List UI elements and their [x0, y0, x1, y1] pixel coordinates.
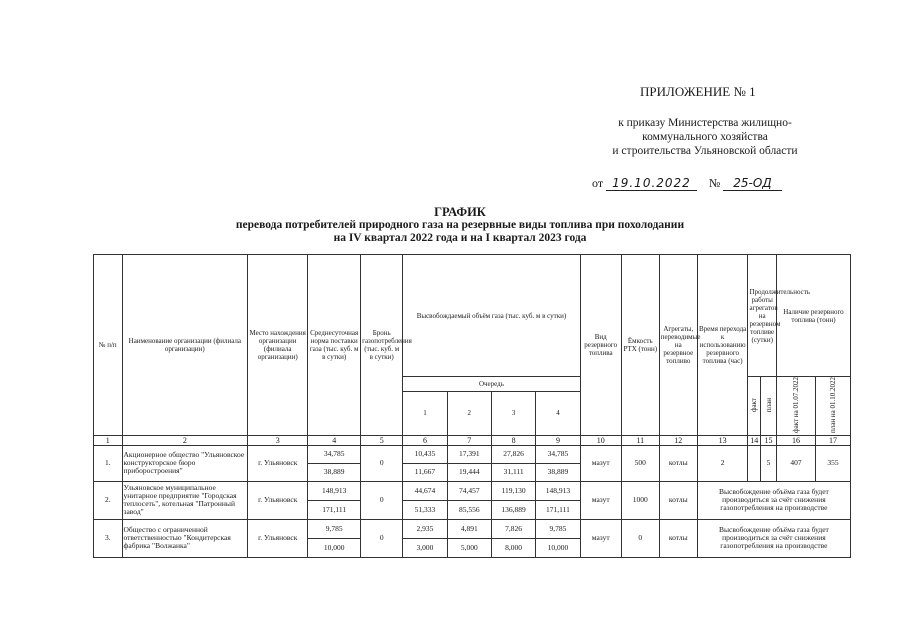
col-number: 2: [122, 435, 248, 445]
row-armor: 0: [361, 445, 403, 481]
row-place: г. Ульяновск: [248, 445, 308, 481]
row-switch-time: 2: [697, 445, 748, 481]
number-prefix: №: [708, 176, 721, 190]
row-q2: 74,457: [447, 481, 491, 500]
row-dur-fact: [748, 445, 761, 481]
col-number: 14: [748, 435, 761, 445]
col-number: 16: [776, 435, 815, 445]
col-number: 6: [403, 435, 447, 445]
row-q4: 10,000: [536, 538, 580, 557]
header-units: Агрегаты, переводимые на резервное топливо: [659, 255, 697, 436]
row-q2: 5,000: [447, 538, 491, 557]
row-q1: 10,435: [403, 445, 447, 463]
row-fuel: мазут: [580, 481, 621, 519]
header-duration: Продолжительность работы агрегатов на резервном топливе (сутки): [748, 255, 776, 377]
header-row-1: [94, 255, 851, 377]
row-q4: 171,111: [536, 500, 580, 519]
header-queue: Очередь: [403, 377, 580, 392]
header-place: Место нахождения организации (филиала организации): [248, 255, 308, 436]
title-main: ГРАФИК: [434, 205, 486, 219]
col-number: 3: [248, 435, 308, 445]
order-reference-line: коммунального хозяйства: [642, 131, 768, 143]
title-period: на IV квартал 2022 года и на I квартал 2023 года: [333, 232, 587, 244]
col-number: 11: [621, 435, 659, 445]
column-numbers-row: [94, 435, 851, 445]
header-queue-1: 1: [403, 391, 447, 435]
header-plan: [761, 377, 777, 436]
row-q4: 148,913: [536, 481, 580, 500]
header-plan-text: план: [764, 397, 773, 413]
col-number: 7: [447, 435, 491, 445]
row-q1: 11,667: [403, 463, 447, 481]
date-prefix: от: [592, 176, 604, 190]
order-date-number: [592, 176, 782, 191]
row-org: Общество с ограниченной ответственностью "Кондитерская фабрика "Волжанка": [122, 519, 248, 557]
header-queue-4: 4: [536, 391, 580, 435]
row-norm: 9,785: [308, 519, 361, 538]
header-num: № п/п: [94, 255, 123, 436]
row-q3: 136,889: [491, 500, 535, 519]
title-subtitle: перевода потребителей природного газа на резервные виды топлива при похолодании: [235, 219, 685, 231]
row-q3: 8,000: [491, 538, 535, 557]
row-num: 2.: [94, 481, 123, 519]
row-norm: 171,111: [308, 500, 361, 519]
appendix-label: ПРИЛОЖЕНИЕ № 1: [640, 84, 756, 99]
header-capacity: Ёмкость РТХ (тонн): [621, 255, 659, 436]
row-q1: 51,333: [403, 500, 447, 519]
header-stock-fact-text: факт на 01.07.2022: [791, 377, 800, 433]
handwritten-date: 19.10.2022: [606, 176, 697, 191]
row-norm: 10,000: [308, 538, 361, 557]
header-stock-plan-text: план на 01.10.2022: [829, 377, 837, 433]
row-armor: 0: [361, 519, 403, 557]
row-q3: 7,826: [491, 519, 535, 538]
table-row: [94, 445, 851, 463]
header-stock: Наличие резервного топлива (тонн): [776, 255, 850, 377]
header-queue-2: 2: [447, 391, 491, 435]
header-norm: Среднесуточная норма поставки газа (тыс. куб. м в сутки): [308, 255, 361, 436]
row-q3: 31,111: [491, 463, 535, 481]
header-switch-time: Время перехода к использованию резервного топлива (час): [697, 255, 748, 436]
row-org: Ульяновское муниципальное унитарное предприятие "Городская теплосеть", котельная "Патронный завод": [122, 481, 248, 519]
schedule-table: [93, 254, 851, 558]
header-armor: Бронь газопотребления (тыс. куб. м в сутки): [361, 255, 403, 436]
header-stock-plan: [816, 377, 851, 436]
col-number: 10: [580, 435, 621, 445]
row-q2: 85,556: [447, 500, 491, 519]
document-title: [150, 206, 770, 245]
row-units: котлы: [659, 519, 697, 557]
row-norm: 34,785: [308, 445, 361, 463]
handwritten-number: 25-ОД: [723, 176, 781, 191]
row-fuel: мазут: [580, 445, 621, 481]
row-q2: 19,444: [447, 463, 491, 481]
col-number: 9: [536, 435, 580, 445]
col-number: 12: [659, 435, 697, 445]
row-note: Высвобождение объёма газа будет производиться за счёт снижения газопотребления на производстве: [697, 481, 850, 519]
header-released: Высвобождаемый объём газа (тыс. куб. м в сутки): [403, 255, 580, 377]
header-stock-fact: [776, 377, 815, 436]
col-number: 8: [491, 435, 535, 445]
row-units: котлы: [659, 445, 697, 481]
row-q1: 44,674: [403, 481, 447, 500]
row-capacity: 1000: [621, 481, 659, 519]
row-org: Акционерное общество "Ульяновское конструкторское бюро приборостроения": [122, 445, 248, 481]
table-row: [94, 519, 851, 538]
row-fuel: мазут: [580, 519, 621, 557]
row-q4: 34,785: [536, 445, 580, 463]
row-stock-fact: 407: [776, 445, 815, 481]
col-number: 15: [761, 435, 777, 445]
row-place: г. Ульяновск: [248, 519, 308, 557]
order-reference-line: к приказу Министерства жилищно-: [618, 117, 792, 129]
header-fact: [748, 377, 761, 436]
row-dur-plan: 5: [761, 445, 777, 481]
col-number: 13: [697, 435, 748, 445]
col-number: 17: [816, 435, 851, 445]
order-reference: [560, 116, 850, 158]
header-fact-text: факт: [750, 397, 759, 412]
col-number: 4: [308, 435, 361, 445]
row-num: 1.: [94, 445, 123, 481]
col-number: 5: [361, 435, 403, 445]
row-q4: 9,785: [536, 519, 580, 538]
row-q2: 17,391: [447, 445, 491, 463]
order-reference-line: и строительства Ульяновской области: [612, 145, 798, 157]
row-stock-plan: 355: [816, 445, 851, 481]
row-q4: 38,889: [536, 463, 580, 481]
row-norm: 148,913: [308, 481, 361, 500]
row-q3: 27,826: [491, 445, 535, 463]
row-units: котлы: [659, 481, 697, 519]
row-note: Высвобождение объёма газа будет производиться за счёт снижения газопотребления на производстве: [697, 519, 850, 557]
row-armor: 0: [361, 481, 403, 519]
row-q3: 119,130: [491, 481, 535, 500]
row-num: 3.: [94, 519, 123, 557]
row-norm: 38,889: [308, 463, 361, 481]
col-number: 1: [94, 435, 123, 445]
row-q1: 3,000: [403, 538, 447, 557]
row-q1: 2,935: [403, 519, 447, 538]
header-org: Наименование организации (филиала организации): [122, 255, 248, 436]
header-fuel-type: Вид резервного топлива: [580, 255, 621, 436]
row-q2: 4,891: [447, 519, 491, 538]
row-place: г. Ульяновск: [248, 481, 308, 519]
row-capacity: 500: [621, 445, 659, 481]
header-queue-3: 3: [491, 391, 535, 435]
table-row: [94, 481, 851, 500]
row-capacity: 0: [621, 519, 659, 557]
